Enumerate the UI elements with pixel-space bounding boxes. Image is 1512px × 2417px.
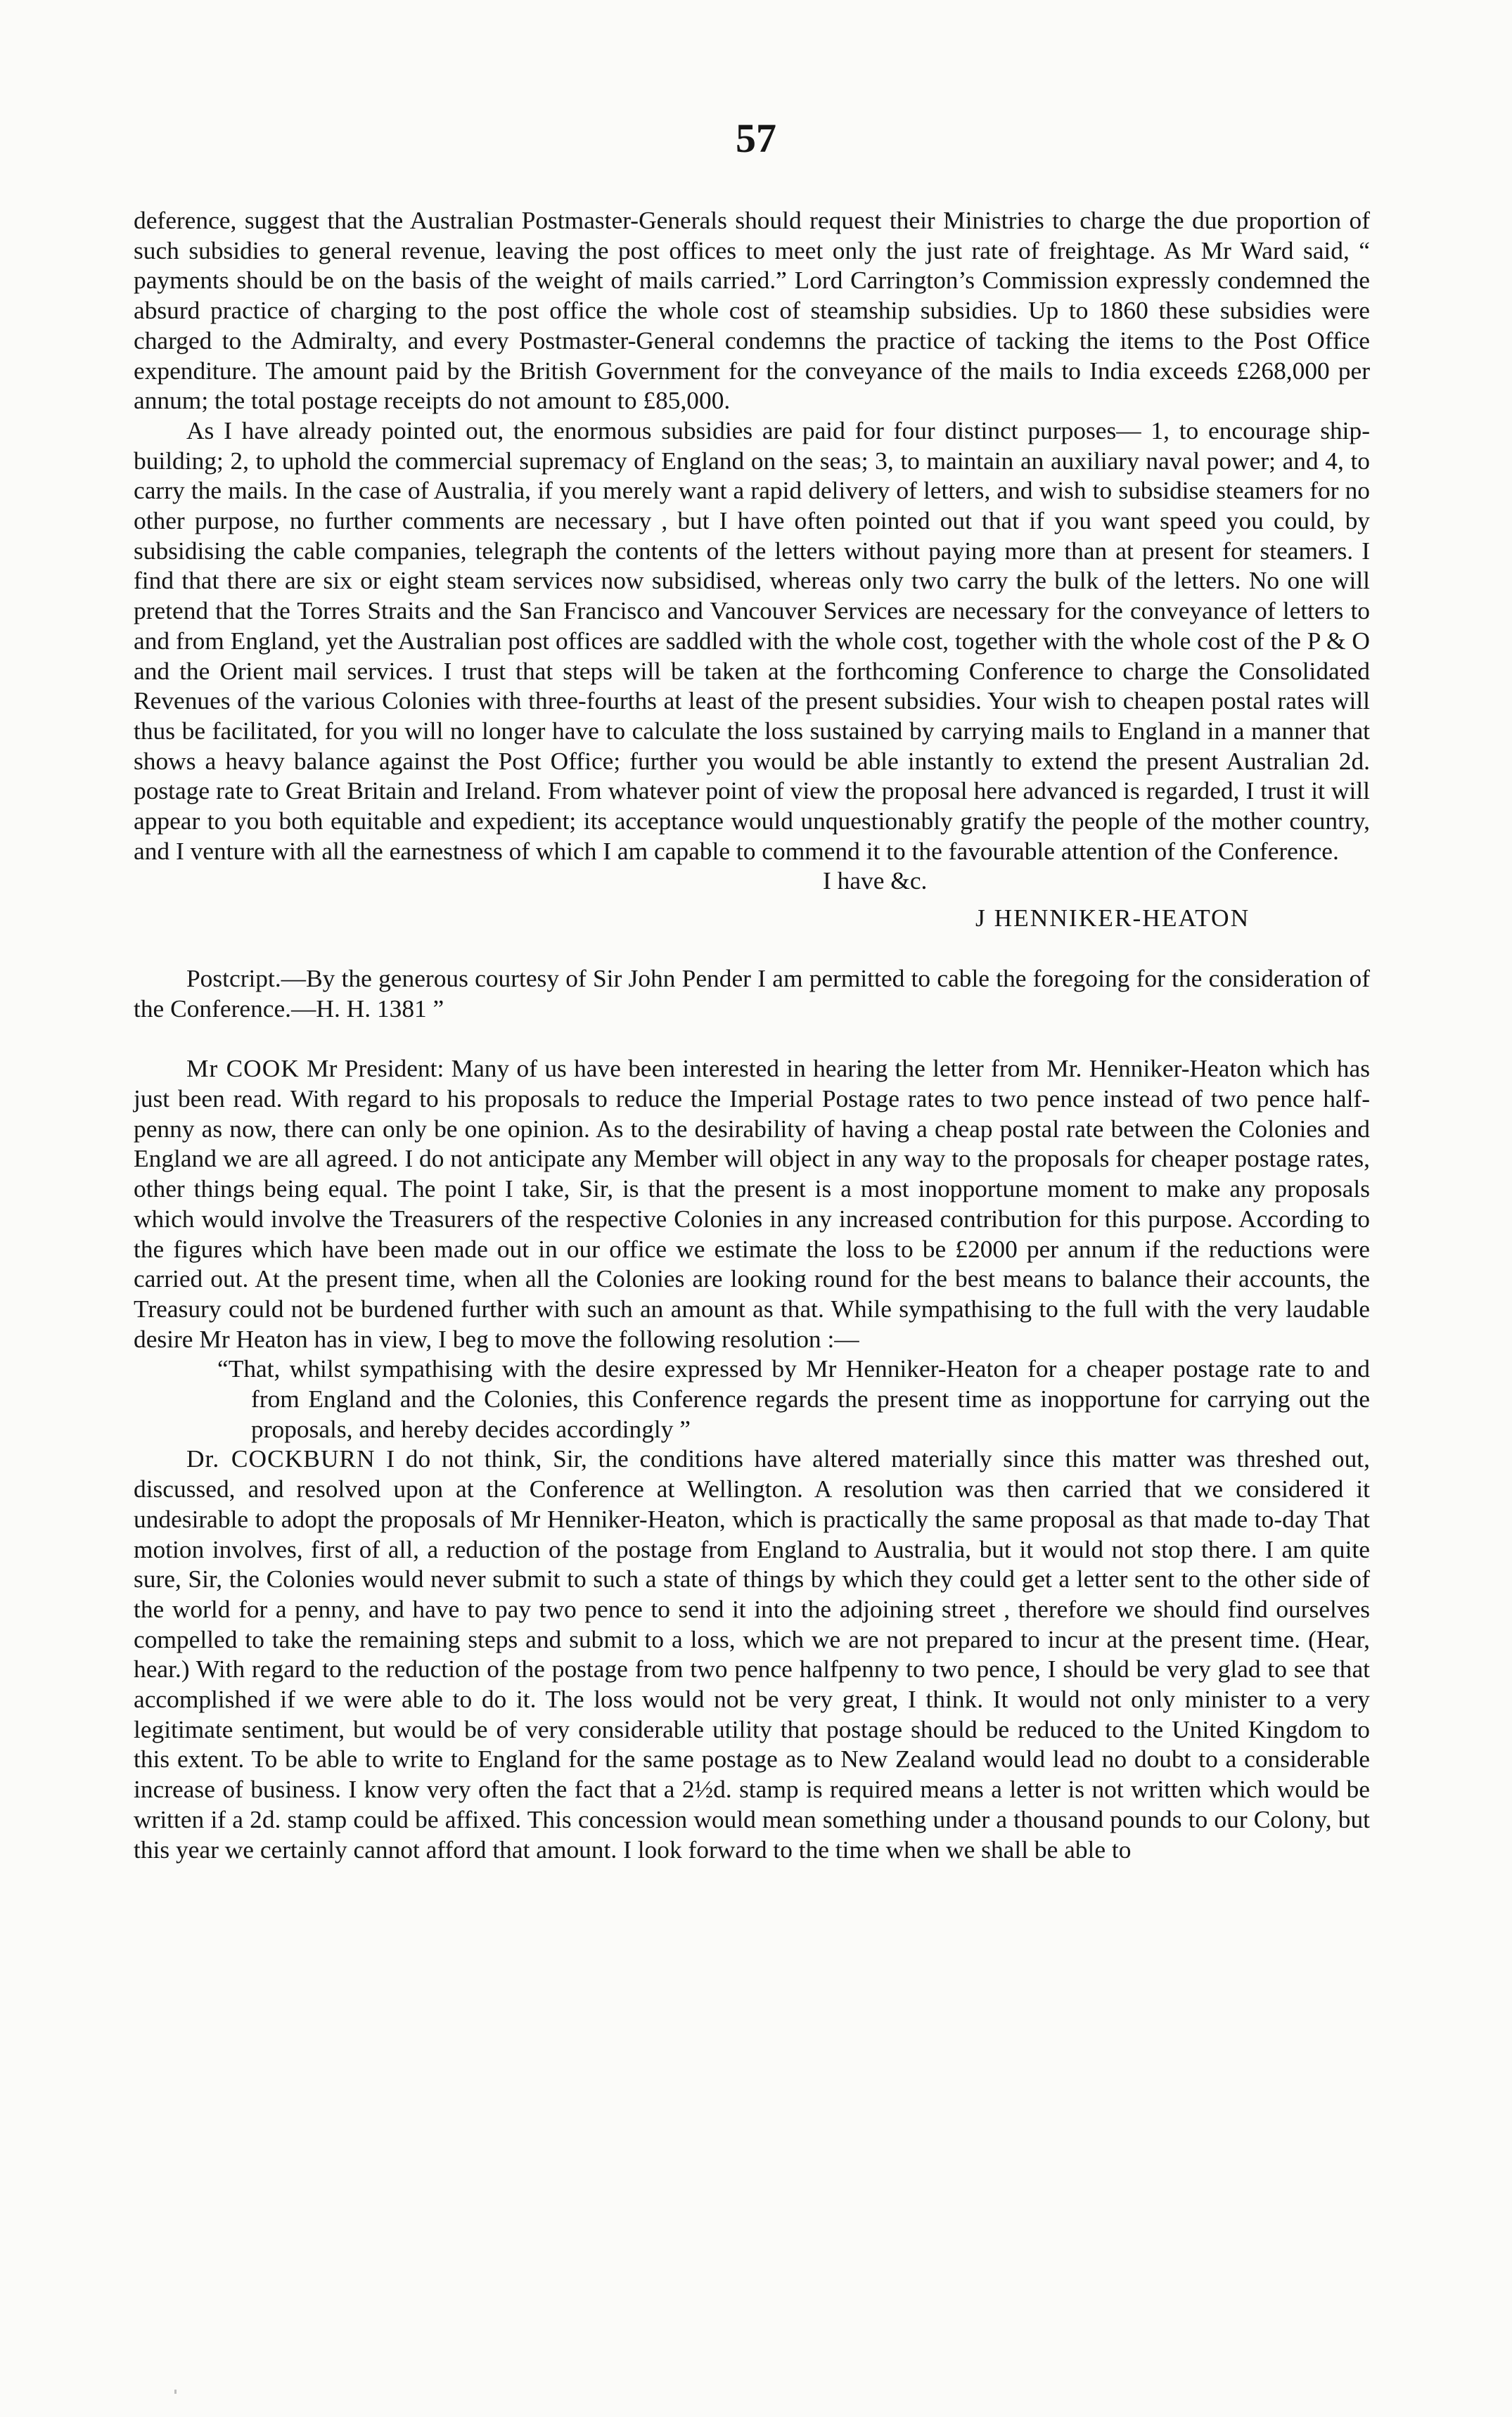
page-number: 57 [736,115,776,161]
speaker-name-cook: Mr COOK [186,1054,300,1083]
speech-cockburn [134,1444,1370,1864]
paragraph-subsidy-purposes: As I have already pointed out, the enormous subsidies are paid for four distinct purposes— 1, to encourage ship-building; 2, to uphold the commercial supremacy of England on the seas; 3, to maintain an auxiliary naval power; and 4, to carry the mails. In the case of Australia, if you merely want a rapid delivery of letters, and wish to subsidise steamers for no other purpose, no further comments are necessary , but I have often pointed out that if you want speed you could, by subsidising the cable companies, telegraph the contents of the letters without paying more than at present for steamers. I find that there are six or eight steam services now subsidised, whereas only two carry the bulk of the letters. No one will pretend that the Torres Straits and the San Francisco and Vancouver Services are necessary for the conveyance of letters to and from England, yet the Australian post offices are saddled with the whole cost, together with the whole cost of the P & O and the Orient mail services. I trust that steps will be taken at the forthcoming Conference to charge the Consolidated Revenues of the various Colonies with three-fourths at least of the present subsidies. Your wish to cheapen postal rates will thus be facilitated, for you will no longer have to calculate the loss sustained by carrying mails to England in a manner that shows a heavy balance against the Post Office; further you would be able instantly to extend the present Australian 2d. postage rate to Great Britain and Ireland. From whatever point of view the proposal here advanced is regarded, I trust it will appear to you both equitable and expedient; its acceptance would unquestionably gratify the people of the mother country, and I venture with all the earnestness of which I am capable to commend it to the favourable attention of the Conference. [134,416,1370,865]
postscript: Postcript.—By the generous courtesy of Sir John Pender I am permitted to cable the foregoing for the consideration of the Conference.—H. H. 1381 ” [134,963,1370,1022]
speech-cook [134,1053,1370,1354]
paragraph-subsidies-deference: deference, suggest that the Australian Postmaster-Generals should request their Ministries to charge the due proportion of such subsidies to general revenue, leaving the post offices to meet only the just rate of freightage. As Mr Ward said, “ payments should be on the basis of the weight of mails carried.” Lord Carrington’s Commission expressly condemned the absurd practice of charging to the post office the whole cost of steamship subsidies. Up to 1860 these subsidies were charged to the Admiralty, and every Postmaster-General condemns the practice of tacking the items to the Post Office expenditure. The amount paid by the British Government for the conveyance of the mails to India exceeds £268,000 per annum; the total postage receipts do not amount to £85,000. [134,206,1370,415]
resolution-quote: “That, whilst sympathising with the desire expressed by Mr Henniker-Heaton for a cheaper postage rate to and from England and the Colonies, this Conference regards the present time as inopportune for carrying out the proposals, and hereby decides accordingly ” [217,1354,1370,1443]
scan-speck [174,2390,177,2394]
letter-closing: I have &c. [823,866,928,895]
letter-signature: J HENNIKER-HEATON [975,904,1250,932]
speaker-name-cockburn: Dr. COCKBURN [186,1444,376,1473]
body-text [134,205,1370,1864]
speech-text-cook: Mr President: Many of us have been interested in hearing the letter from Mr. Henniker-Heaton which has just been read. With regard to his proposals to reduce the Imperial Postage rates to two pence instead of two pence half-penny as now, there can only be one opinion. As to the desirability of having a cheap postal rate between the Colonies and England we are all agreed. I do not anticipate any Member will object in any way to the proposals for cheaper postage rates, other things being equal. The point I take, Sir, is that the present is a most inopportune moment to make any proposals which would involve the Treasurers of the respective Colonies in any increased contribution for this purpose. According to the figures which have been made out in our office we estimate the loss to be £2000 per annum if the reductions were carried out. At the present time, when all the Colonies are looking round for the best means to balance their accounts, the Treasury could not be burdened further with such an amount as that. While sympathising to the full with the very laudable desire Mr Heaton has in view, I beg to move the following resolution :— [134,1054,1370,1353]
speech-text-cockburn: I do not think, Sir, the conditions have altered materially since this matter was threshed out, discussed, and resolved upon at the Conference at Wellington. A resolution was then carried that we considered it undesirable to adopt the proposals of Mr Henniker-Heaton, which is practically the same proposal as that made to-day That motion involves, first of all, a reduction of the postage from England to Australia, but it would not stop there. I am quite sure, Sir, the Colonies would never submit to such a state of things by which they could get a letter sent to the other side of the world for a penny, and have to pay two pence to send it into the adjoining street , therefore we should find ourselves compelled to take the remaining steps and submit to a loss, which we are not prepared to incur at the present time. (Hear, hear.) With regard to the reduction of the postage from two pence halfpenny to two pence, I should be very glad to see that accomplished if we were able to do it. The loss would not be very great, I think. It would not only minister to a very legitimate sentiment, but would be of very considerable utility that postage should be reduced to the United Kingdom to this extent. To be able to write to England for the same postage as to New Zealand would lead no doubt to a considerable increase of business. I know very often the fact that a 2½d. stamp is required means a letter is not written which would be written if a 2d. stamp could be affixed. This concession would mean something under a thousand pounds to our Colony, but this year we certainly cannot afford that amount. I look forward to the time when we shall be able to [134,1444,1370,1864]
